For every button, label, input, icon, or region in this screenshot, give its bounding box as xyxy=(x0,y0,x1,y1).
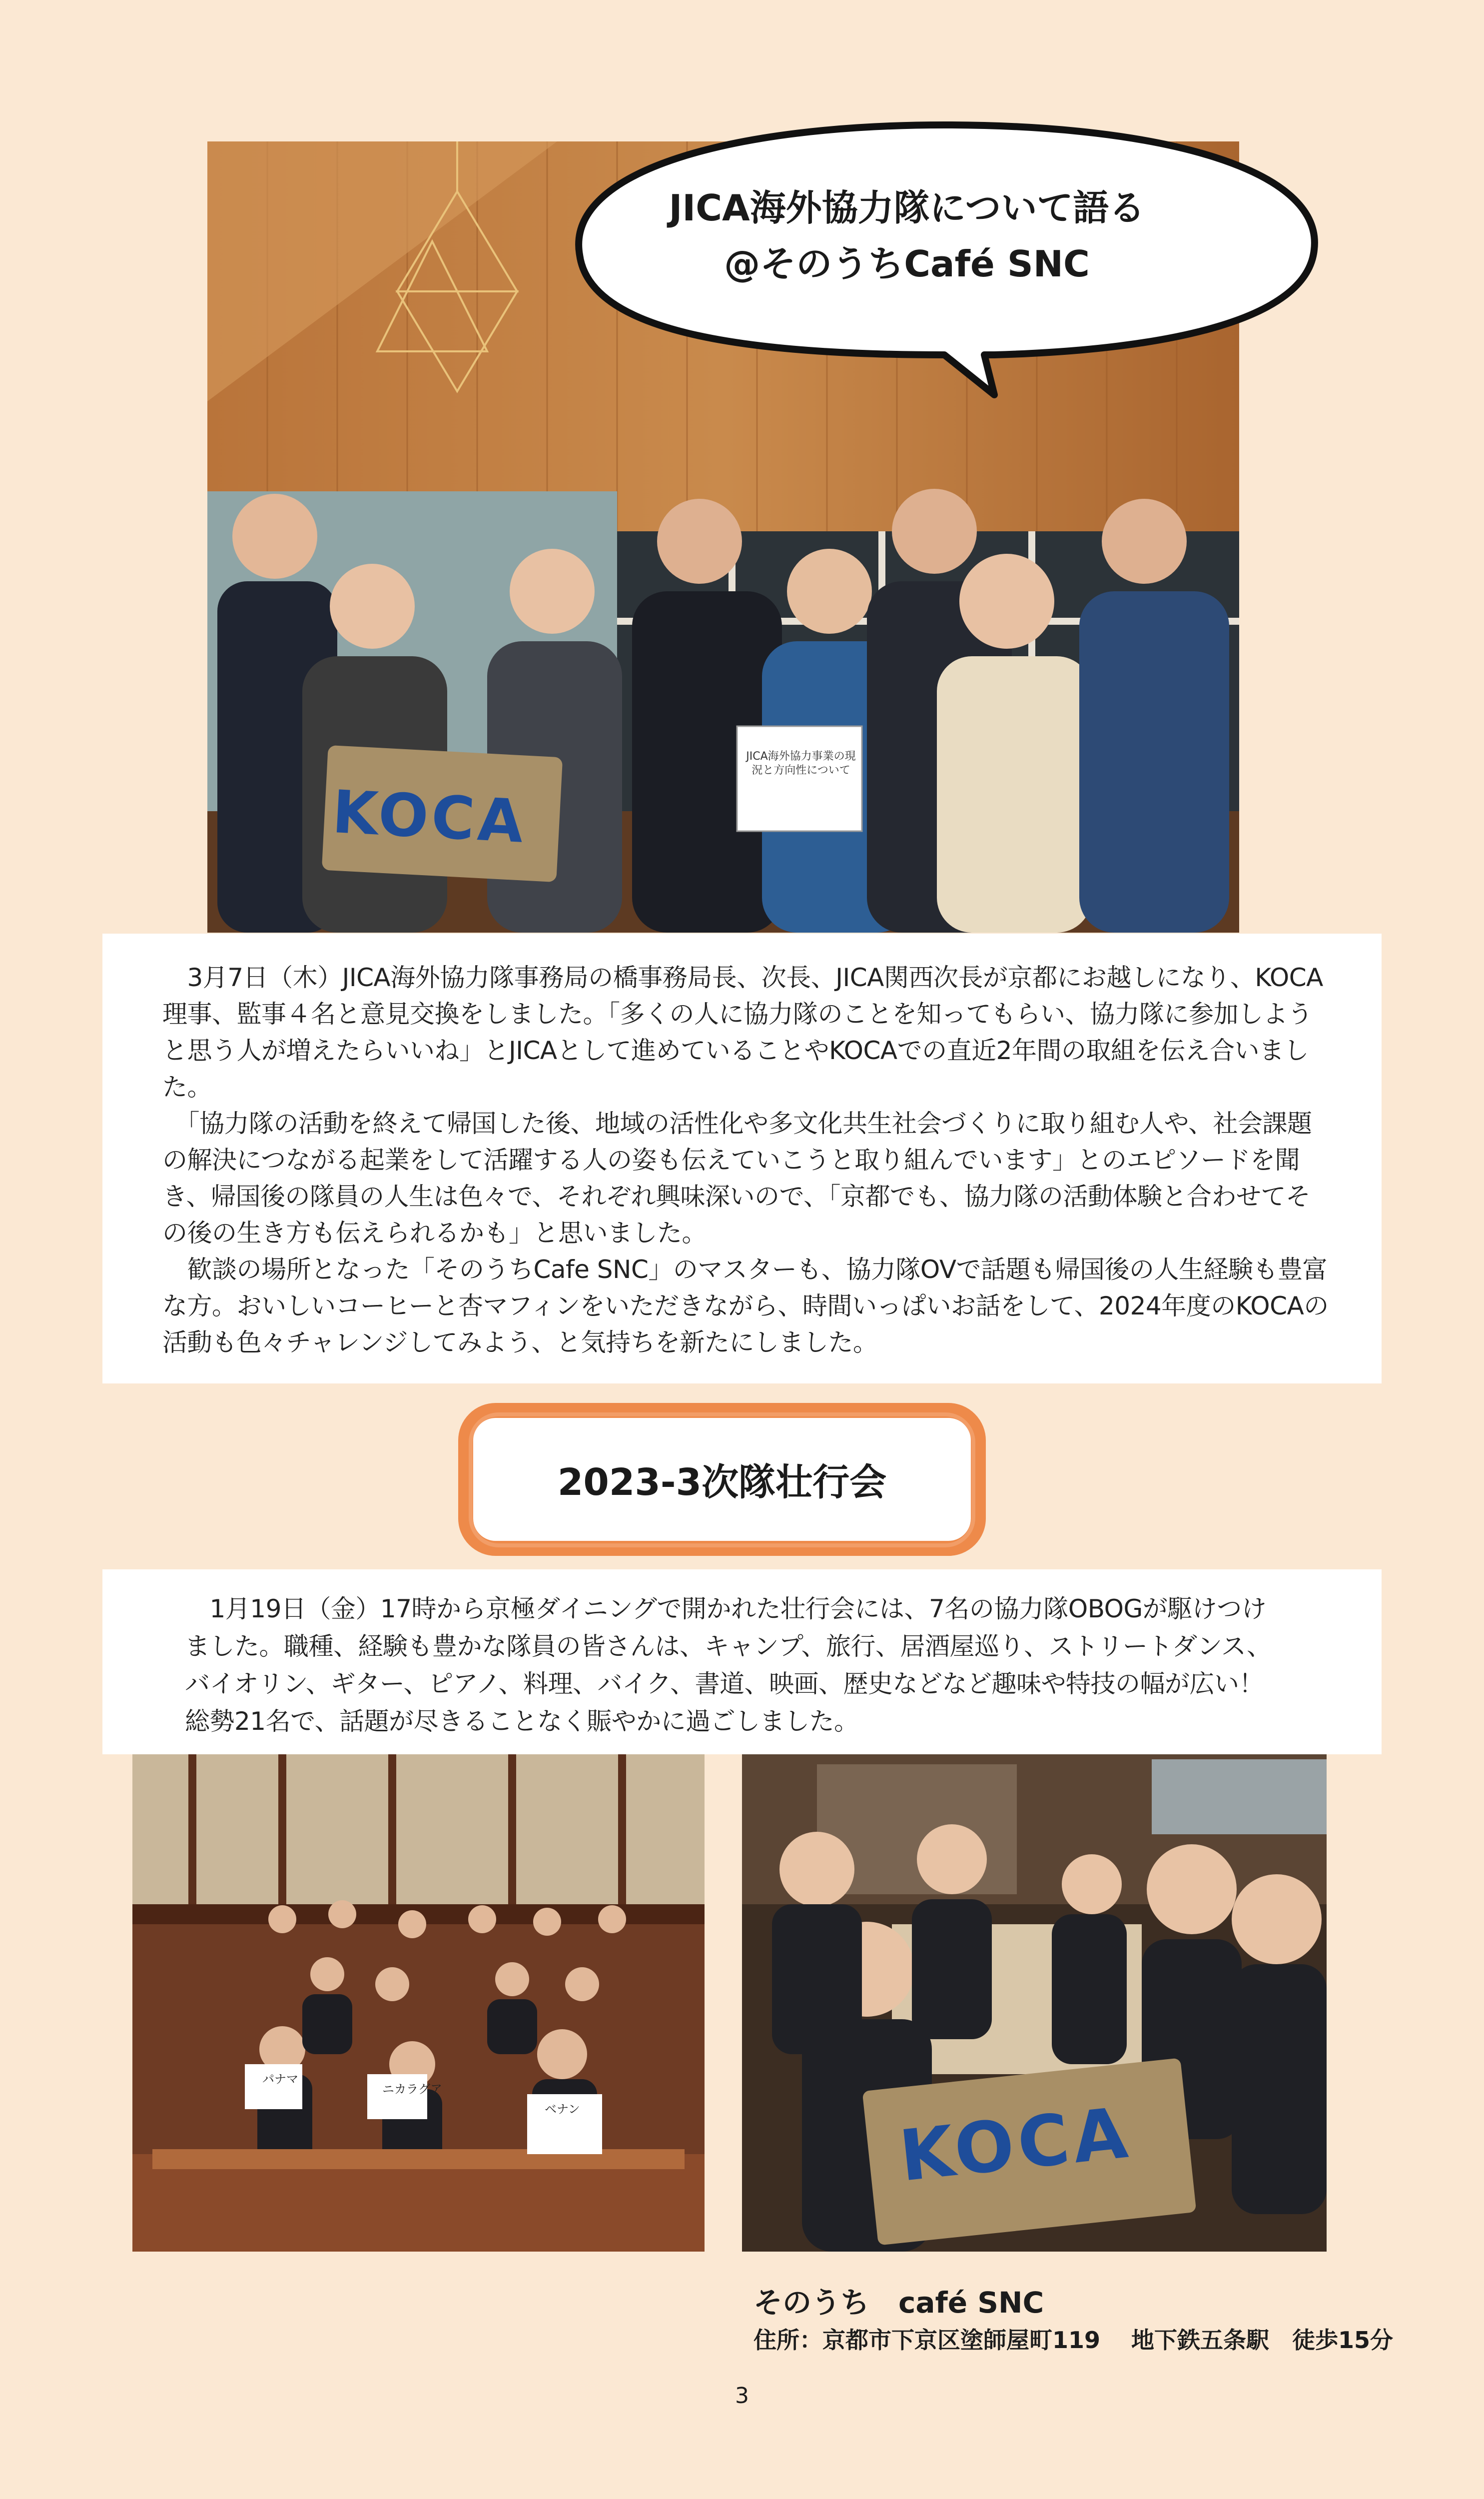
koca-banner-label-2: KOCA xyxy=(895,2092,1135,2198)
held-document-text: JICA海外協力事業の現況と方向性について xyxy=(746,750,856,777)
farewell-party-photo xyxy=(132,1754,705,2252)
text-line: バイオリン、ギター、ピアノ、料理、バイク、書道、映画、歴史などなど趣味や特技の幅が広い！ xyxy=(185,1669,1264,1698)
section1-paragraph xyxy=(162,960,1329,1361)
text-line: 「協力隊の活動を終えて帰国した後、地域の活性化や多文化共生社会づくりに取り組む人や、社会課題 xyxy=(162,1109,1312,1138)
text-line: の後の生き方も伝えられるかも」と思いました。 xyxy=(162,1219,707,1248)
text-line: 活動も色々チャレンジしてみよう、と気持ちを新たにしました。 xyxy=(162,1328,878,1357)
bubble-title-line2: @そのうちCafé SNC xyxy=(724,243,1090,285)
section1-text-box xyxy=(102,934,1382,1383)
text-line: た。 xyxy=(162,1073,212,1102)
section2-paragraph xyxy=(185,1590,1272,1740)
text-line: 3月7日（木）JICA海外協力隊事務局の橋事務局長、次長、JICA関西次長が京都にお越しになり、KOCA xyxy=(162,963,1323,992)
text-line: き、帰国後の隊員の人生は色々で、それぞれ興味深いので、「京都でも、協力隊の活動体験と合わせてそ xyxy=(162,1182,1311,1211)
section2-text-box xyxy=(102,1569,1382,1754)
cafe-address: 住所：京都市下京区塗師屋町119 地下鉄五条駅 徒歩15分 xyxy=(753,2327,1394,2354)
text-line: 総勢21名で、話題が尽きることなく賑やかに過ごしました。 xyxy=(185,1707,859,1736)
bubble-title xyxy=(570,180,1244,292)
text-line: 理事、監事４名と意見交換をしました。「多くの人に協力隊のことを知ってもらい、協力隊に参加しよう xyxy=(162,1000,1313,1029)
sign-label-panama: パナマ xyxy=(262,2072,298,2086)
bubble-title-line1: JICA海外協力隊について語る xyxy=(669,187,1145,229)
sign-label-nicaragua: ニカラグア xyxy=(382,2082,442,2096)
section2-title: 2023-3次隊壮行会 xyxy=(557,1461,887,1504)
page-number: 3 xyxy=(735,2383,749,2409)
sign-label-benin: ベナン xyxy=(545,2102,580,2116)
text-line: な方。おいしいコーヒーと杏マフィンをいただきながら、時間いっぱいお話をして、2024年度のKOCAの xyxy=(162,1291,1329,1320)
cafe-name: そのうち café SNC xyxy=(753,2286,1044,2320)
text-line: 歓談の場所となった「そのうちCafe SNC」のマスターも、協力隊OVで話題も帰国後の人生経験も豊富 xyxy=(162,1255,1328,1284)
text-line: と思う人が増えたらいいね」とJICAとして進めていることやKOCAでの直近2年間の取組を伝え合いまし xyxy=(162,1036,1309,1065)
text-line: 1月19日（金）17時から京極ダイニングで開かれた壮行会には、7名の協力隊OBOGが駆けつけ xyxy=(185,1594,1267,1623)
text-line: の解決につながる起業をして活躍する人の姿も伝えていこうと取り組んでいます」とのエピソードを聞 xyxy=(162,1146,1300,1175)
text-line: ました。職種、経験も豊かな隊員の皆さんは、キャンプ、旅行、居酒屋巡り、ストリートダンス、 xyxy=(185,1632,1272,1661)
koca-banner-label: KOCA xyxy=(330,777,528,857)
